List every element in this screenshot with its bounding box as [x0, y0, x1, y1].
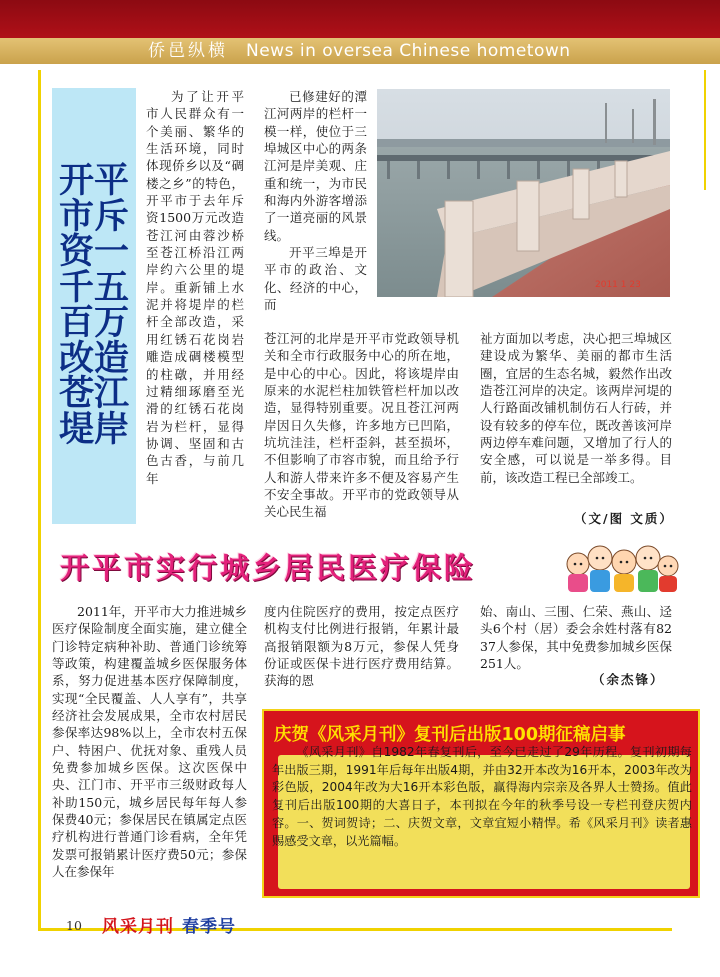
notice-title: 庆贺《风采月刊》复刊后出版100期征稿启事: [274, 725, 626, 745]
article2-headline: 开平市实行城乡居民医疗保险: [60, 551, 477, 585]
call-for-papers-notice: [262, 709, 700, 898]
cartoon-kids-illustration: [562, 540, 680, 594]
issue-name: 春季号: [182, 917, 236, 937]
section-title-zh: 侨邑纵横: [148, 41, 228, 61]
section-header: [0, 38, 720, 64]
article2-column-3: 始、南山、三围、仁荣、燕山、迳头6个村（居）委会余姓村落有8237人参保，其中免费参加城乡医保251人。: [480, 604, 672, 672]
frame-line-right: [704, 70, 706, 190]
article2-credit: （余杰锋）: [592, 672, 665, 687]
article1-column-2: [264, 88, 367, 313]
article2-column-2: 度内住院医疗的费用，按定点医疗机构支付比例进行报销，年累计最高报销限额为8万元，参保人凭身份证或医保卡进行医疗费用结算。获海的恩: [264, 604, 459, 689]
notice-body-text: 《风采月刊》自1982年春复刊后，至今已走过了29年历程。复刊初期每年出版三期，1991年后每年出版4期，并由32开本改为16开本，2003年改为彩色版，2004年改为大16开本彩色版，赢得海内宗亲及各界人士赞扬。值此复刊后出版100期的大喜日子，本刊拟在今年的秋季号设一专栏刊登庆贺内容。一、贺词贺诗；二、庆贺文章，文章宜短小精悍。希《风采月刊》读者惠赐感受文章，以光篇幅。: [272, 745, 692, 848]
section-title-en: News in oversea Chinese hometown: [246, 41, 571, 61]
article1-credit: （文/图 文质）: [574, 511, 674, 526]
riverbank-photo: [377, 89, 670, 297]
article1-column-2-para1: 已修建好的潭江河两岸的栏杆一模一样，使位于三埠城区中心的两条江河是岸美观、庄重和统一，为市民和海内外游客增添了一道亮丽的风景线。: [264, 89, 367, 243]
article1-column-1: 为了让开平市人民群众有一个美丽、繁华的生活环境，同时体现侨乡以及“碉楼之乡”的特色，开平市于去年斥资1500万元改造苍江河由蓉沙桥至苍江桥沿江两岸约六公里的堤岸。重新铺上水泥并将堤岸的栏杆全部改造，采用红锈石花岗岩雕造成碉楼模型的柱礅，并用经过精细琢磨至光滑的红锈石花岗岩为栏杆，显得协调、坚固和古色古香，与前几年: [146, 89, 244, 486]
photo-date-stamp: 2011 1 23: [595, 280, 641, 290]
article2-column-1: 2011年，开平市大力推进城乡医疗保险制度全面实施，建立健全门诊特定病种补助、普通门诊统筹等政策，构建覆盖城乡医保服务体系，努力促进基本医疗保障制度，实现“全民覆盖、人人享有”，共享经济社会发展成果，全市农村居民参保率达98%以上，全市农村五保户、特困户、优抚对象、重残人员免费参加城乡医保。这次医保中央、江门市、开平市三级财政每人补助150元，城乡居民每年每人参保费40元；参保居民在镇属定点医疗机构进行普通门诊看病，全年凭发票可报销累计医疗费50元；参保人在参保年: [52, 604, 247, 880]
page-number: 10: [66, 918, 82, 933]
frame-line-left: [38, 70, 41, 930]
magazine-name: 风采月刊: [102, 917, 174, 937]
header-band: [0, 0, 720, 38]
notice-body: [272, 744, 692, 850]
magazine-footer: [102, 912, 236, 937]
article1-column-3: 苍江河的北岸是开平市党政领导机关和全市行政服务中心的所在地，是中心的中心。因此，将该堤岸由原来的水泥栏柱加铁管栏杆加以改造，显得特别重要。况且苍江河两岸因日久失修，许多地方已凹陷，坑坑洼洼，栏杆歪斜，甚至损坏，不但影响了市容市貌，而且给予行人和游人带来许多不便及容易产生不安全事故。开平市的党政领导从关心民生福: [264, 331, 459, 520]
article-title-vertical: 开平市斥资一千五百万改造苍江堤岸: [52, 88, 136, 524]
article1-column-4: 祉方面加以考虑，决心把三埠城区建设成为繁华、美丽的都市生活圈，宜居的生态名城，毅然作出改造苍江河岸的决定。该两岸河堤的人行路面改铺机制仿石人行砖，并设有较多的停车位，既改善该河岸两边停车难问题，又增加了行人的安全感，可以说是一举多得。目前，该改造工程已全部竣工。: [480, 331, 672, 485]
article1-column-2-para2: 开平三埠是开平市的政治、文化、经济的中心，而: [264, 245, 367, 313]
